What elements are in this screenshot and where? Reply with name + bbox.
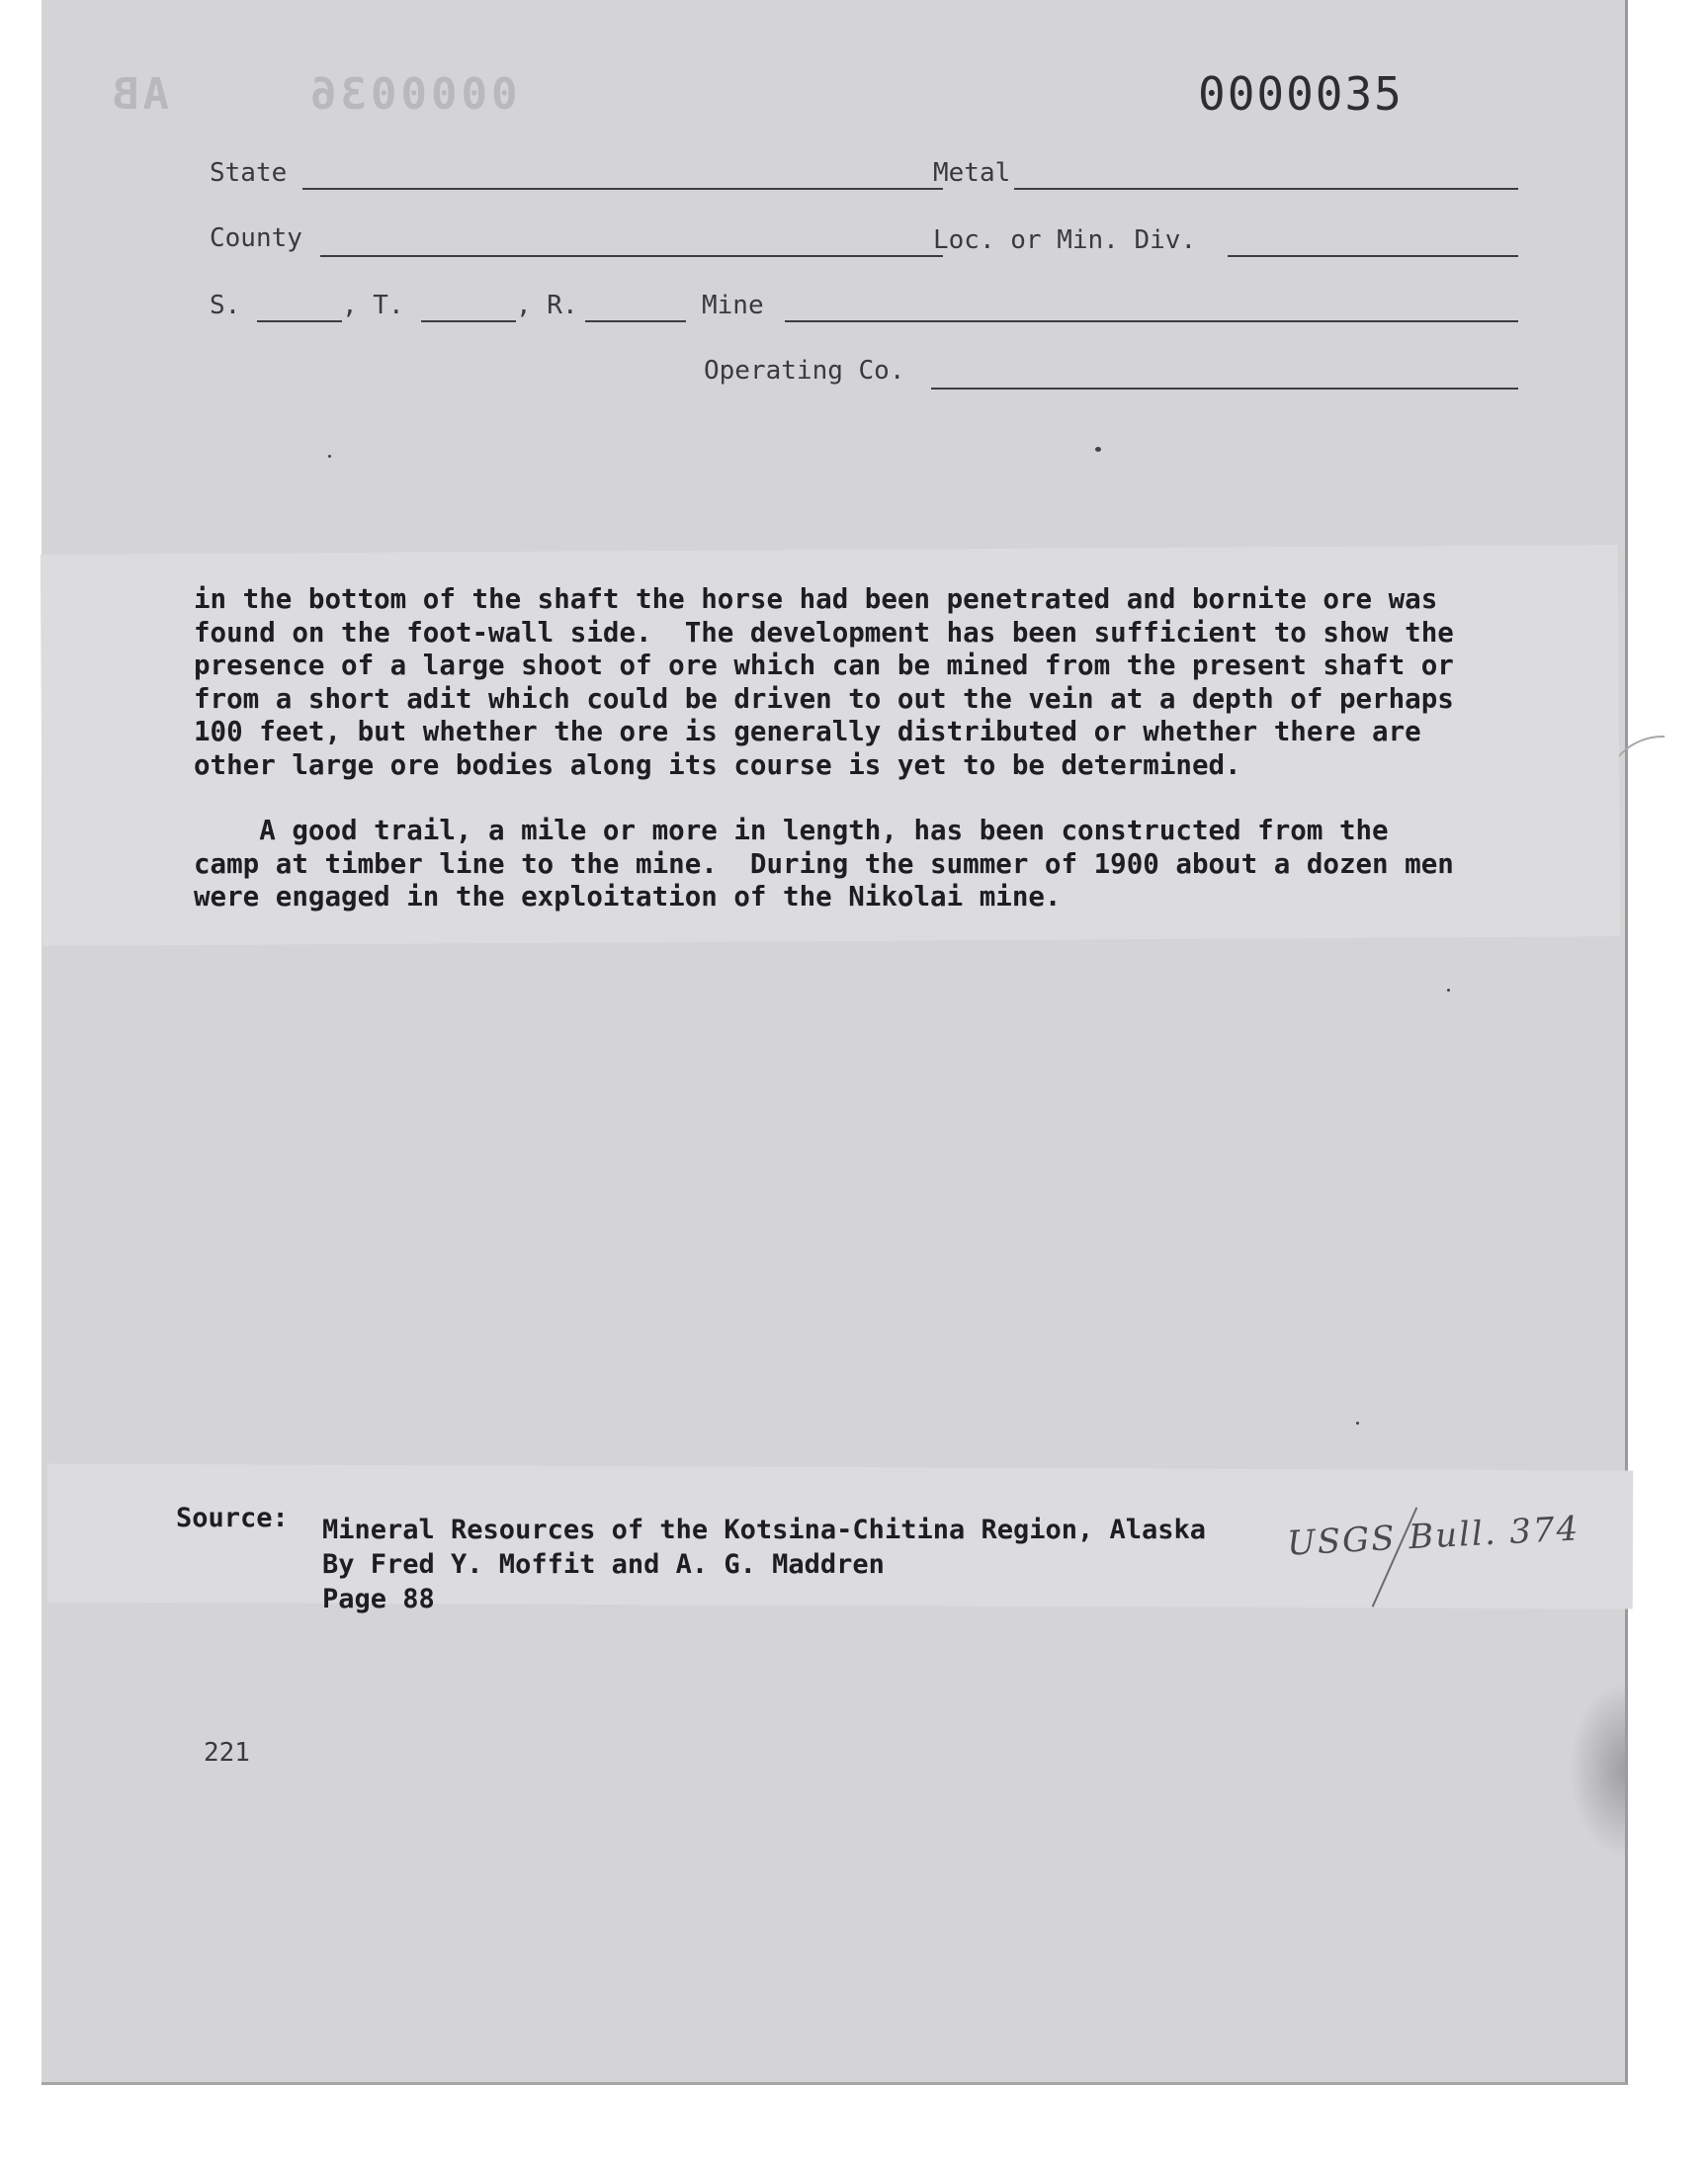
document-number: 0000035: [1198, 67, 1404, 121]
state-line: [302, 188, 943, 190]
s-line: [257, 320, 342, 322]
speck: [1095, 447, 1101, 452]
loc-label: Loc. or Min. Div.: [933, 225, 1197, 255]
metal-line: [1014, 188, 1518, 190]
t-label: , T.: [342, 291, 404, 320]
metal-label: Metal: [933, 158, 1011, 188]
body-paragraph-2: A good trail, a mile or more in length, has been constructed from the camp at timber line to the mine. During the summer of 1900 about a dozen men were engaged in the exploitation of the Nikolai mine.: [194, 815, 1454, 913]
r-line: [585, 320, 686, 322]
mine-line: [785, 320, 1518, 322]
page-number: 221: [204, 1738, 250, 1768]
ghost-mark: AB: [109, 69, 169, 120]
state-label: State: [210, 158, 288, 188]
speck: [1447, 989, 1450, 992]
t-line: [421, 320, 516, 322]
r-label: , R.: [516, 291, 578, 320]
loc-line: [1228, 255, 1518, 257]
s-label: S.: [210, 291, 241, 320]
handwritten-note: USGS Bull. 374: [1286, 1509, 1581, 1564]
mine-label: Mine: [702, 291, 764, 320]
ghost-document-number: 0000036: [306, 69, 518, 120]
document-sheet: [42, 0, 1628, 2085]
source-citation: Mineral Resources of the Kotsina-Chitina Region, Alaska By Fred Y. Moffit and A. G. Maddren Page 88: [322, 1515, 1207, 1614]
operating-line: [931, 388, 1518, 390]
county-label: County: [210, 223, 302, 253]
source-label: Source:: [176, 1503, 289, 1533]
speck: [328, 455, 331, 458]
body-paragraph-1: in the bottom of the shaft the horse had been penetrated and bornite ore was found on the foot-wall side. The development has been sufficient to show the presence of a large shoot of ore which can be mined from the present shaft or from a short adit which could be driven to out the vein at a depth of perhaps 100 feet, but whether the ore is generally distributed or whether there are other large ore bodies along its course is yet to be determined.: [194, 583, 1454, 781]
county-line: [320, 255, 943, 257]
operating-label: Operating Co.: [704, 356, 905, 386]
sheet-shadow: [1569, 1681, 1628, 1859]
speck: [1356, 1422, 1359, 1425]
